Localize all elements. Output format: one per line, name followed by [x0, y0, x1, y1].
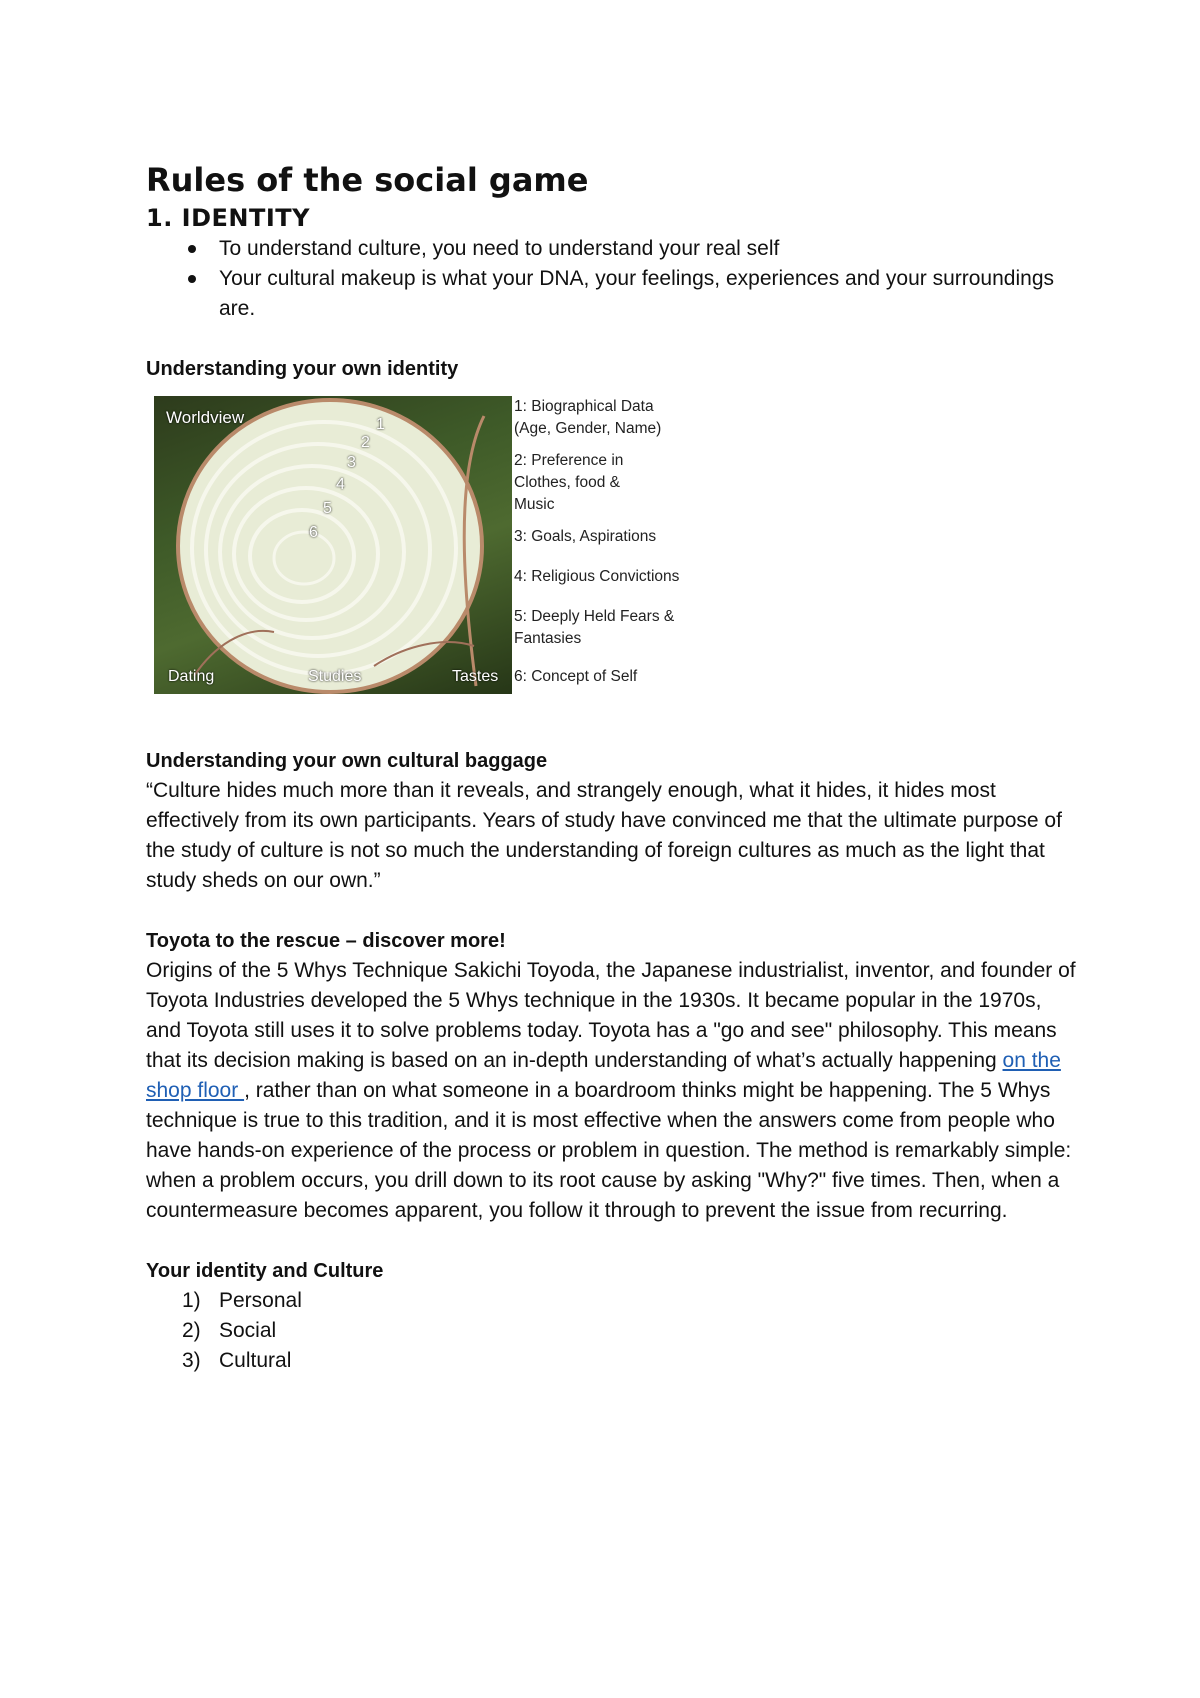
list-item-number: 3): [182, 1349, 201, 1372]
list-item: [182, 1286, 1076, 1316]
toyota-text-before-link: Origins of the 5 Whys Technique Sakichi Toyoda, the Japanese industrialist, inventor, and founder of Toyota Industries developed the 5 Whys technique in the 1930s. It became popular in the 1970s, and Toyota still uses it to solve problems today. Toyota has a "go and see" philosophy. This means that its decision making is based on an in-depth understanding of what’s actually happening: [146, 959, 1076, 1072]
legend-item: 4: Religious Convictions: [514, 568, 680, 585]
toyota-paragraph: [146, 956, 1076, 1226]
list-item-number: 1): [182, 1289, 201, 1312]
list-item: [182, 1346, 1076, 1376]
identity-heading: Understanding your own identity: [146, 358, 459, 380]
ring-number: 3: [347, 454, 356, 471]
legend-item: 6: Concept of Self: [514, 668, 638, 685]
legend-item: 2: Preference in Clothes, food & Music: [514, 452, 624, 513]
section-heading: 1. IDENTITY: [146, 204, 311, 232]
toyota-heading: Toyota to the rescue – discover more!: [146, 930, 506, 952]
onion-image: [154, 396, 512, 694]
bullet-item: Your cultural makeup is what your DNA, your feelings, experiences and your surroundings are.: [219, 264, 1076, 324]
list-item-label: Cultural: [219, 1349, 292, 1372]
ring-number: 2: [361, 434, 370, 451]
tastes-label: Tastes: [452, 668, 499, 685]
document-content: [146, 160, 1076, 1376]
culture-heading: Your identity and Culture: [146, 1260, 384, 1282]
onion-figure: [146, 396, 1076, 706]
legend-item: 1: Biographical Data (Age, Gender, Name): [514, 398, 662, 437]
ring-number: 4: [336, 476, 345, 493]
worldview-label: Worldview: [166, 408, 245, 427]
ring-number: 6: [309, 524, 318, 541]
list-item-label: Social: [219, 1319, 277, 1342]
ring-number: 1: [376, 416, 385, 433]
baggage-heading: Understanding your own cultural baggage: [146, 750, 548, 772]
list-item-number: 2): [182, 1319, 201, 1342]
ring-number: 5: [323, 500, 332, 517]
page-title: Rules of the social game: [146, 161, 589, 199]
onion-rings-graphic: [154, 396, 512, 694]
shop-floor-link[interactable]: on the shop floor: [146, 1049, 1061, 1102]
legend-item: 5: Deeply Held Fears & Fantasies: [514, 608, 675, 647]
intro-bullet-list: [146, 234, 1076, 324]
bullet-item: To understand culture, you need to understand your real self: [219, 234, 1076, 264]
toyota-text-after-link: , rather than on what someone in a boardroom thinks might be happening. The 5 Whys technique is true to this tradition, and it is most effective when the answers come from people who have hands-on experience of the process or problem in question. The method is remarkably simple: when a problem occurs, you drill down to its root cause by asking "Why?" five times. Then, when a countermeasure becomes apparent, you follow it through to prevent the issue from recurring.: [146, 1079, 1072, 1222]
studies-label: Studies: [308, 668, 362, 685]
baggage-quote: “Culture hides much more than it reveals, and strangely enough, what it hides, it hides most effectively from its own participants. Years of study have convinced me that the ultimate purpose of the study of culture is not so much the understanding of foreign cultures as much as the light that study sheds on our own.”: [146, 779, 1062, 892]
list-item-label: Personal: [219, 1289, 302, 1312]
legend-item: 3: Goals, Aspirations: [514, 528, 657, 545]
culture-list: [146, 1286, 1076, 1376]
list-item: [182, 1316, 1076, 1346]
dating-label: Dating: [168, 668, 215, 685]
